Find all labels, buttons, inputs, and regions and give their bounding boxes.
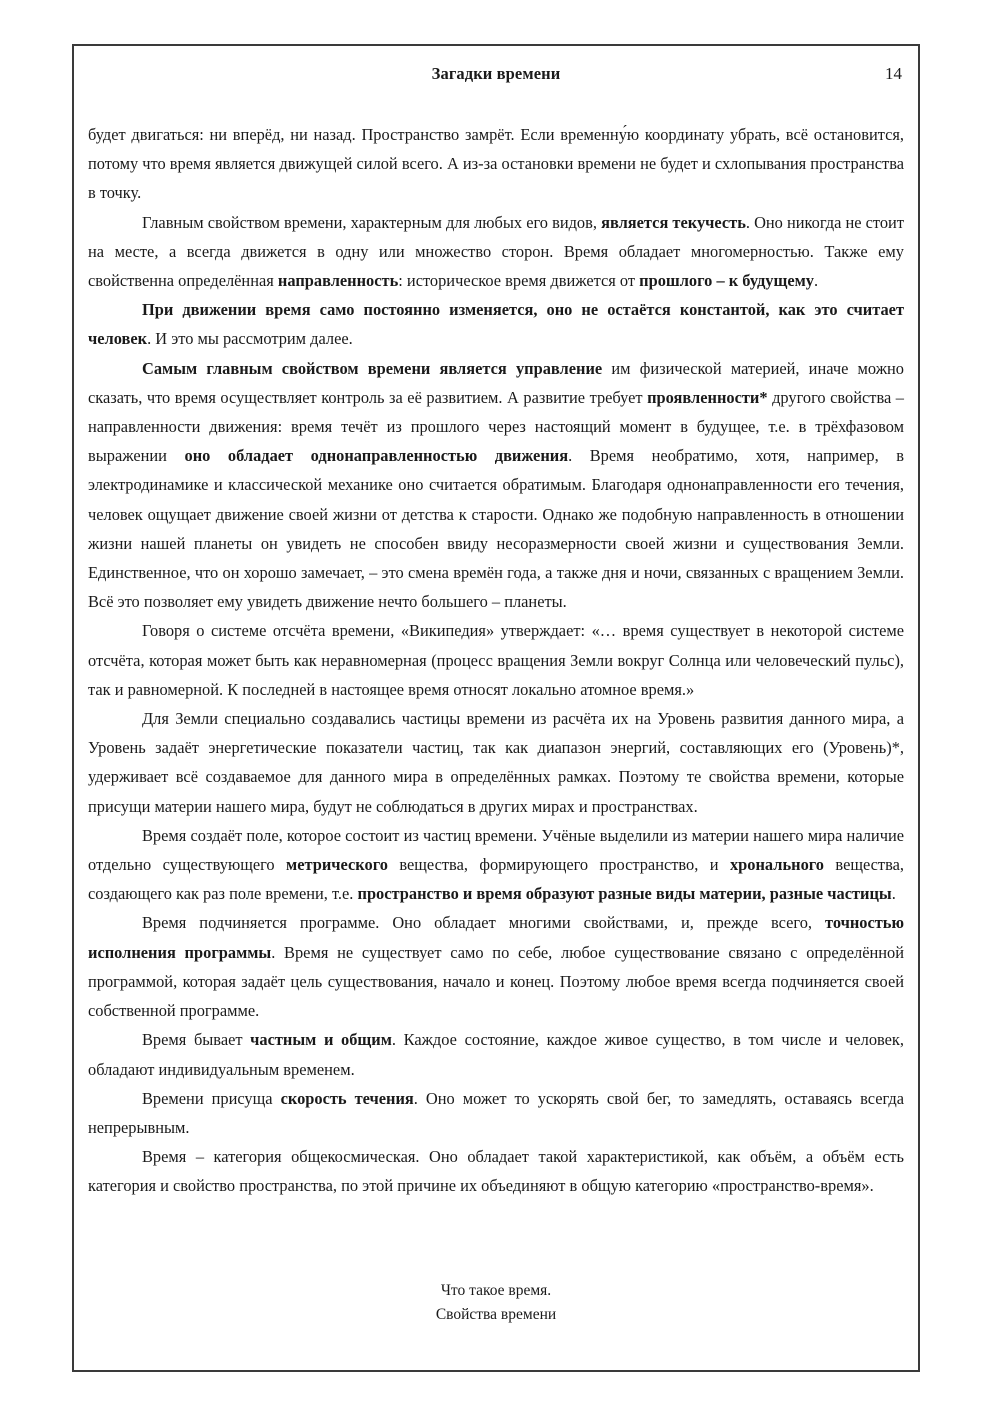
paragraph: [88, 821, 904, 909]
text-run: . И это мы рассмотрим далее.: [147, 329, 353, 349]
paragraph: [88, 354, 904, 617]
text-run: Говоря о системе отсчёта времени, «Википедия» утверждает: «… время существует в некоторой системе отсчёта, которая может быть как неравномерная (процесс вращения Земли вокруг Солнца или человеческий пульс), так и равномерной. К последней в настоящее время относят локально атомное время.»: [88, 621, 904, 699]
text-run: ю координату убрать, всё остановится, потому что время является движущей силой всего. А из-за остановки времени не будет и схлопывания пространства в точку.: [88, 125, 904, 203]
emphasis-text: направленность: [277, 271, 399, 291]
text-run: у́: [618, 125, 627, 144]
text-run: .: [813, 271, 819, 291]
emphasis-text: метрического: [286, 855, 388, 875]
text-run: Время создаёт поле, которое состоит из частиц времени. Учёные выделили из материи нашего мира наличие отдельно существующего: [88, 825, 904, 875]
paragraph: [88, 1025, 904, 1083]
text-run: вещества, создающего как раз поле времени, т.е.: [88, 855, 904, 904]
running-head-title: Загадки времени: [431, 64, 561, 83]
text-run: им физической материей, иначе можно сказать, что время осуществляет контроль за её развитием. А развитие требует: [88, 358, 904, 407]
text-run: Главным свойством времени, характерным для любых его видов,: [142, 212, 602, 232]
document-page: [72, 44, 920, 1372]
emphasis-text: пространство и время образуют разные виды материи, разные частицы: [357, 884, 892, 904]
emphasis-text: является текучесть: [601, 212, 746, 232]
emphasis-text: точностью исполнения программы: [88, 913, 904, 962]
paragraph: [88, 295, 904, 353]
text-run: Время – категория общекосмическая. Оно обладает такой характеристикой, как объём, а объём есть категория и свойство пространства, по этой причине их объединяют в общую категорию «пространство-время».: [88, 1147, 904, 1196]
text-run: . Каждое состояние, каждое живое существо, в том числе и человек, обладают индивидуальным временем.: [88, 1030, 904, 1079]
caption-line-2: Свойства времени: [435, 1306, 557, 1323]
text-run: .: [891, 884, 896, 904]
emphasis-text: проявленности*: [647, 387, 768, 407]
text-run: будет двигаться: ни вперёд, ни назад. Пространство замрёт. Если временн: [88, 125, 619, 144]
text-run: . Оно может то ускорять свой бег, то замедлять, оставаясь всегда непрерывным.: [88, 1088, 904, 1137]
emphasis-text: При движении время само постоянно изменяется, оно не остаётся константой, как это считает человек: [88, 300, 904, 349]
emphasis-text: оно обладает однонаправленностью движения: [184, 446, 569, 466]
page-caption: [74, 1279, 918, 1327]
text-run: Для Земли специально создавались частицы времени из расчёта их на Уровень развития данного мира, а Уровень задаёт энергетические показатели частиц, так как диапазон энергий, составляющих его (Уровень)*, удерживает всё создаваемое для данного мира в определённых рамках. Поэтому те свойства времени, которые присущи материи нашего мира, будут не соблюдаться в других мирах и пространствах.: [88, 709, 904, 816]
text-run: Время бывает: [142, 1030, 251, 1050]
caption-line-1: Что такое время.: [440, 1282, 552, 1299]
text-run: другого свойства – направленности движения: время течёт из прошлого через настоящий момент в будущее, т.е. в трёхфазовом выражении: [88, 387, 904, 466]
page-content-area: [88, 46, 904, 1370]
emphasis-text: скорость течения: [280, 1088, 414, 1108]
paragraph: [88, 908, 904, 1025]
emphasis-text: Самым главным свойством времени является управление: [142, 358, 603, 378]
text-run: вещества, формирующего пространство, и: [387, 855, 730, 875]
text-run: Времени присуща: [142, 1088, 281, 1108]
text-run: . Время не существует само по себе, любое существование связано с определённой программой, которая задаёт цель существования, начало и конец. Поэтому любое время всегда подчиняется своей собственной программе.: [88, 942, 905, 1021]
text-run: : историческое время движется от: [398, 271, 640, 291]
paragraph: [88, 704, 904, 821]
emphasis-text: хронального: [729, 855, 824, 875]
emphasis-text: прошлого – к будущему: [639, 271, 814, 291]
paragraph: [88, 616, 904, 704]
emphasis-text: частным и общим: [250, 1030, 392, 1050]
text-run: Время подчиняется программе. Оно обладает многими свойствами, и, прежде всего,: [142, 913, 825, 933]
paragraph: [88, 208, 904, 296]
running-head: [88, 64, 904, 120]
paragraph: [88, 1142, 904, 1200]
text-run: . Оно никогда не стоит на месте, а всегда движется в одну или множество сторон. Время обладает многомерностью. Также ему свойственна определённая: [88, 212, 904, 291]
text-run: . Время необратимо, хотя, например, в электродинамике и классической механике оно считается обратимым. Благодаря однонаправленности его течения, человек ощущает движение своей жизни от детства к старости. Однако же подобную направленность в отношении жизни нашей планеты он увидеть не способен ввиду несоразмерности своей жизни и существования Земли. Единственное, что он хорошо замечает, – это смена времён года, а также дня и ночи, связанных с вращением Земли. Всё это позволяет ему увидеть движение нечто большего – планеты.: [88, 446, 904, 612]
paragraph: [88, 120, 904, 208]
paragraph: [88, 1084, 904, 1142]
body-text: [88, 120, 904, 1201]
page-number: 14: [885, 64, 902, 83]
